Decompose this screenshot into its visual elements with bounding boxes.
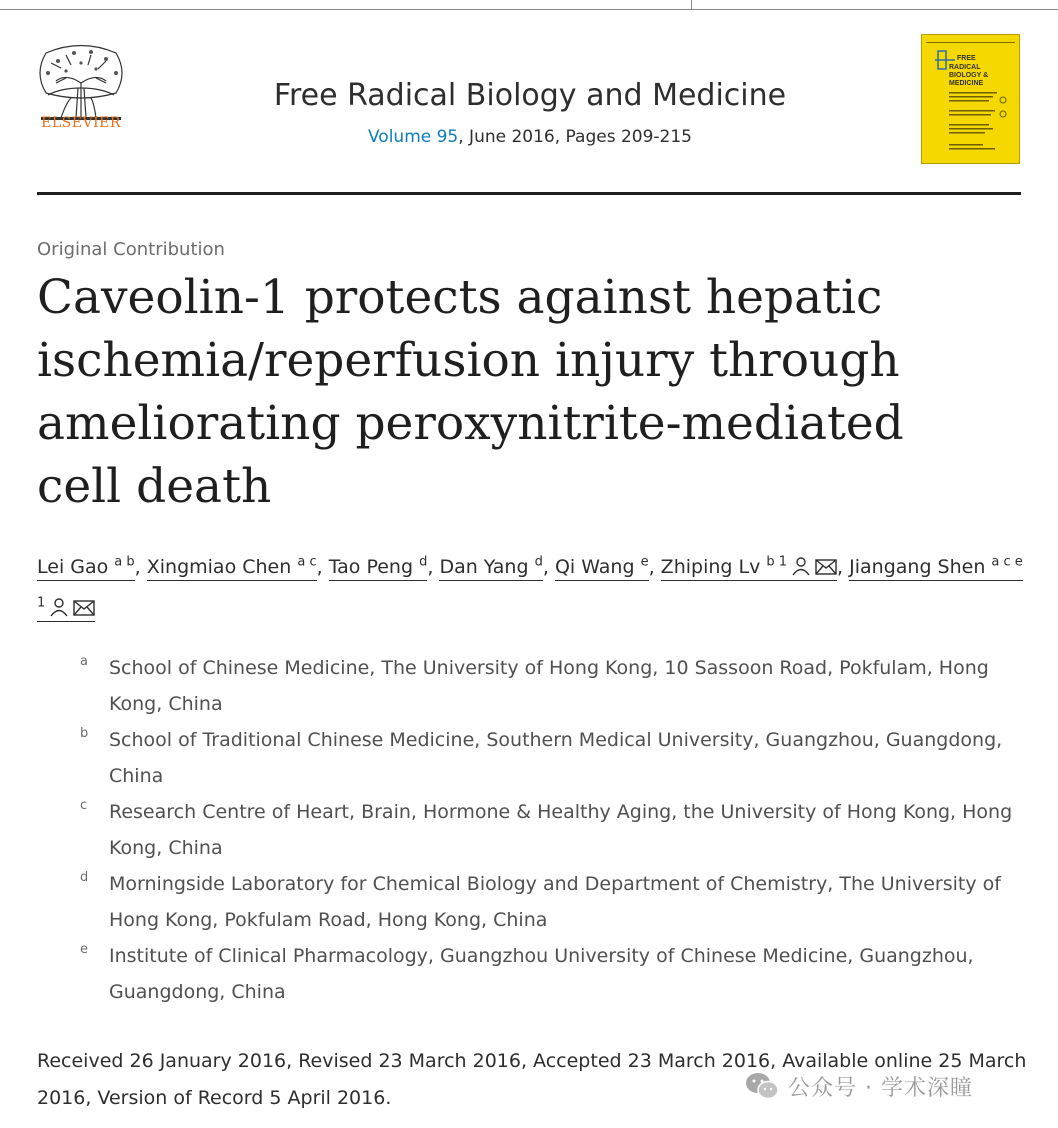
issue-info [230,127,830,147]
svg-text:RADICAL: RADICAL [949,64,981,71]
publisher-name: ELSEVIER [41,115,121,131]
author-link[interactable]: Xingmiao Chen $^{a c}$ [147,556,317,581]
author-link[interactable]: Lei Gao $^{a b}$ [37,556,135,581]
watermark [744,1066,1034,1106]
author-list: Lei Gao $^{a b}$, Xingmiao Chen $^{a c}$, Tao Peng $^d$, Dan Yang $^d$, Qi Wang $^e$, Zhiping Lv $^{b 1}$ , Jiangang Shen $^{a c e 1}$ [37,545,1027,626]
issue-details: , June 2016, Pages 209-215 [458,127,692,147]
volume-link[interactable]: Volume 95 [367,127,459,147]
top-border-divider [691,0,692,9]
article-history-dates: Received 26 January 2016, Revised 23 March 2016, Accepted 23 March 2016, Available online 25 March 2016, Version of Record 5 April 2016. [37,1050,1027,1109]
affiliation-label: c [80,798,88,813]
author-link[interactable]: Zhiping Lv $^{b 1}$ [661,556,837,581]
person-icon [791,556,811,576]
journal-title[interactable]: Free Radical Biology and Medicine [273,78,787,113]
author-link[interactable]: Qi Wang $^e$ [555,556,649,581]
watermark-text: 公众号 · 学术深瞳 [788,1075,973,1101]
top-border [0,0,1058,10]
author-link[interactable]: Tao Peng $^d$ [329,556,428,581]
affiliation-label: d [80,870,89,885]
affiliation-label: a [80,654,88,669]
header-divider [37,192,1021,195]
person-icon [49,597,69,617]
svg-text:FREE: FREE [957,55,976,62]
affiliation-item: a School of Chinese Medicine, The University of Hong Kong, 10 Sassoon Road, Pokfulam, Hong Kong, China [80,650,1020,722]
affiliation-item: e Institute of Clinical Pharmacology, Guangzhou University of Chinese Medicine, Guangzhou, Guangdong, China [80,938,1020,1010]
affiliation-item: c Research Centre of Heart, Brain, Hormone & Healthy Aging, the University of Hong Kong, Hong Kong, China [80,794,1020,866]
affiliation-label: b [80,726,89,741]
journal-cover-image[interactable] [921,34,1020,164]
mail-icon [815,558,837,576]
author-link[interactable]: Jiangang Shen $^{a c e 1}$ [37,556,1023,621]
affiliation-item: b School of Traditional Chinese Medicine, Southern Medical University, Guangzhou, Guangdong, China [80,722,1020,794]
wechat-icon [744,1071,780,1101]
mail-icon [73,599,95,617]
affiliation-list [80,650,1020,1010]
article-type: Original Contribution [37,239,225,260]
svg-text:MEDICINE: MEDICINE [949,80,984,87]
author-link[interactable]: Dan Yang $^d$ [439,556,542,581]
affiliation-item: d Morningside Laboratory for Chemical Biology and Department of Chemistry, The University of Hong Kong, Pokfulam Road, Hong Kong, China [80,866,1020,938]
affiliation-label: e [80,942,88,957]
article-title: Caveolin-1 protects against hepatic ischemia/reperfusion injury through ameliorating peroxynitrite-mediated cell death [37,270,904,514]
svg-text:BIOLOGY &: BIOLOGY & [949,72,989,79]
